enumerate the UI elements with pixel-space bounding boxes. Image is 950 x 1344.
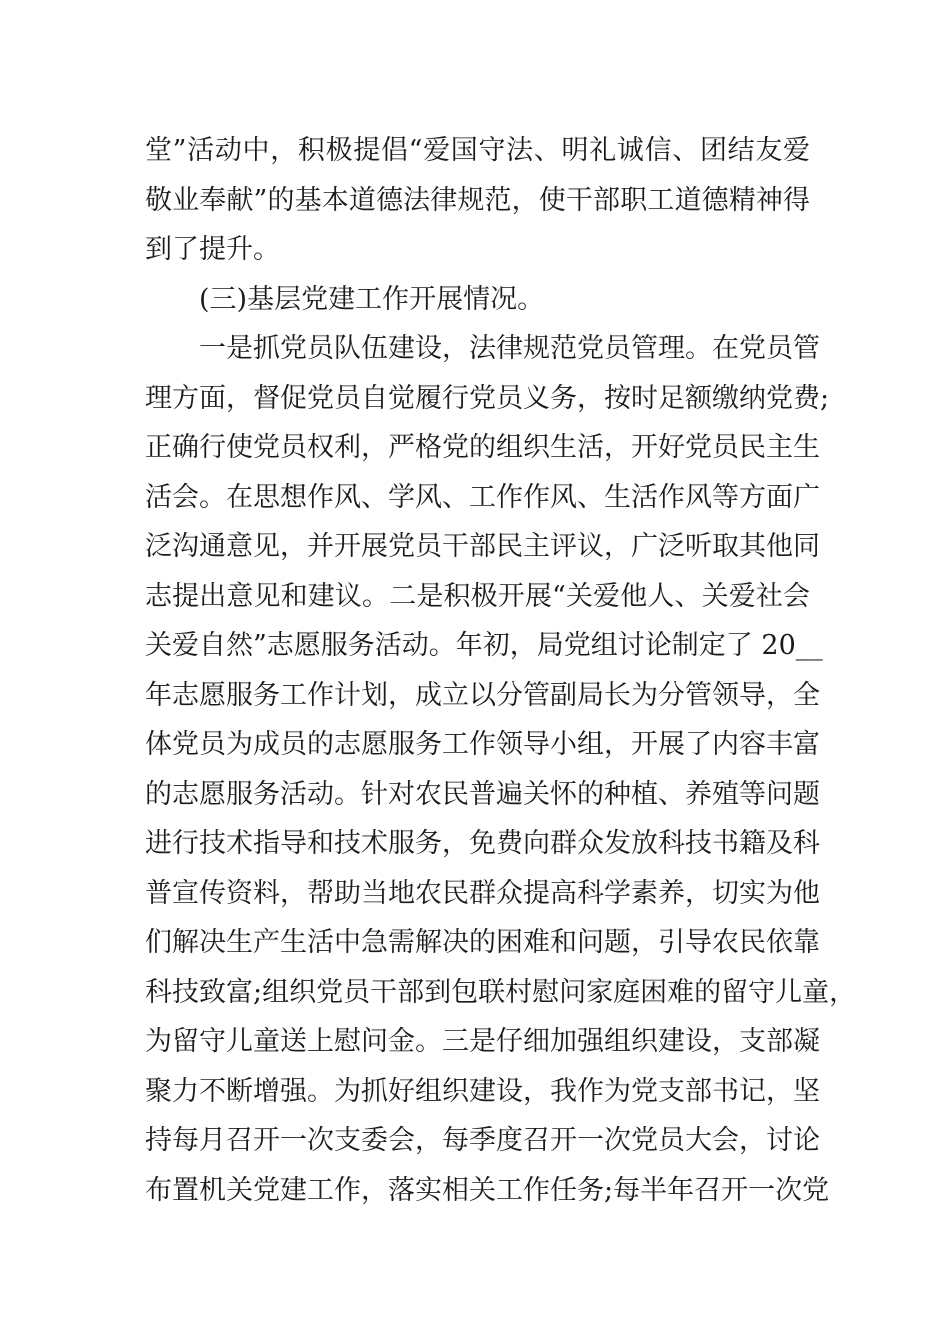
text-line: 体党员为成员的志愿服务工作领导小组，开展了内容丰富 [145,729,820,760]
text-line: 科技致富;组织党员干部到包联村慰问家庭困难的留守儿童， [145,976,857,1008]
text-line: 到了提升。 [145,234,280,265]
document-body [145,126,857,1215]
text-line: 理方面，督促党员自觉履行党员义务，按时足额缴纳党费; [145,382,830,414]
text-line: 的志愿服务活动。针对农民普遍关怀的种植、养殖等问题 [145,778,820,810]
text-line: 泛沟通意见，并开展党员干部民主评议，广泛听取其他同 [145,531,820,562]
text-line: 年志愿服务工作计划，成立以分管副局长为分管领导，全 [145,679,820,711]
text-line: 们解决生产生活中急需解决的困难和问题，引导农民依靠 [145,927,820,958]
text-line: 进行技术指导和技术服务，免费向群众发放科技书籍及科 [145,828,820,859]
text-line: 布置机关党建工作，落实相关工作任务;每半年召开一次党 [145,1174,830,1206]
text-line: 聚力不断增强。为抓好组织建设，我作为党支部书记，坚 [145,1075,820,1107]
section-heading: (三)基层党建工作开展情况。 [199,283,545,315]
text-line: 一是抓党员队伍建设，法律规范党员管理。在党员管 [199,333,820,364]
text-line: 关爱自然”志愿服务活动。年初，局党组讨论制定了 20__ [145,630,823,661]
text-line: 正确行使党员权利，严格党的组织生活，开好党员民主生 [145,432,820,463]
text-line: 敬业奉献”的基本道德法律规范，使干部职工道德精神得 [145,184,810,216]
text-line: 持每月召开一次支委会，每季度召开一次党员大会，讨论 [145,1125,820,1156]
text-line: 志提出意见和建议。二是积极开展“关爱他人、关爱社会 [145,580,810,612]
text-line: 活会。在思想作风、学风、工作作风、生活作风等方面广 [145,481,820,513]
text-line: 普宣传资料，帮助当地农民群众提高科学素养，切实为他 [145,877,820,909]
text-line: 为留守儿童送上慰问金。三是仔细加强组织建设，支部凝 [145,1026,820,1057]
text-line: 堂”活动中，积极提倡“爱国守法、明礼诚信、团结友爱 [145,135,810,166]
